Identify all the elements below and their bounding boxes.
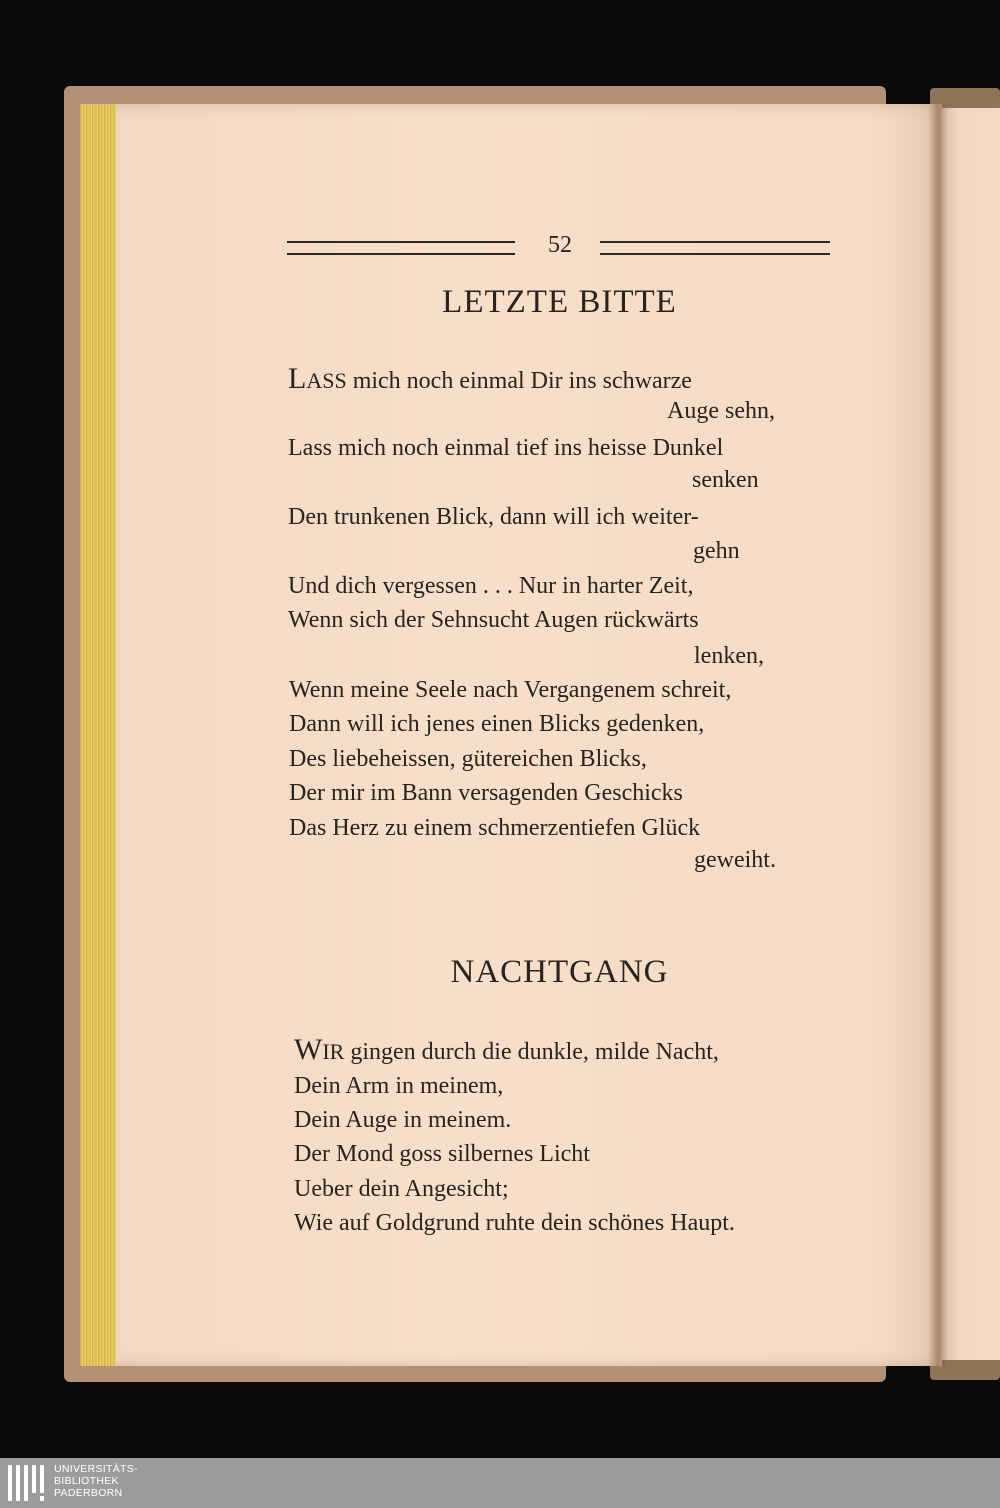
- poem-line: Dann will ich jenes einen Blicks gedenken,: [289, 711, 705, 737]
- poem-line: lenken,: [694, 643, 764, 669]
- poem-line: Dein Auge in meinem.: [294, 1107, 512, 1133]
- drop-cap: L: [288, 362, 307, 395]
- small-caps: ASS: [306, 368, 347, 393]
- poem-line: Das Herz zu einem schmerzentiefen Glück: [289, 815, 701, 841]
- poem-line: Ueber dein Angesicht;: [294, 1176, 509, 1202]
- header-rule-left: [287, 241, 515, 255]
- poem-line: senken: [692, 467, 759, 493]
- poem-line: Der mir im Bann versagenden Geschicks: [289, 780, 683, 806]
- facing-page-edge: [942, 108, 1000, 1360]
- poem-line: Auge sehn,: [667, 398, 775, 424]
- library-footer: [0, 1458, 1000, 1508]
- poem-line: Des liebeheissen, gütereichen Blicks,: [289, 746, 647, 772]
- header-rule-right: [600, 241, 830, 255]
- gutter-shadow: [928, 104, 948, 1366]
- first-line-rest: gingen durch die dunkle, milde Nacht,: [344, 1039, 719, 1065]
- poem-line: Wenn sich der Sehnsucht Augen rückwärts: [288, 607, 699, 633]
- drop-cap: W: [294, 1033, 323, 1066]
- poem-line: Der Mond goss silbernes Licht: [294, 1141, 590, 1167]
- library-name-line2: BIBLIOTHEK: [54, 1475, 119, 1487]
- first-line-rest: mich noch einmal Dir ins schwarze: [346, 368, 692, 394]
- poem-line: [288, 362, 692, 396]
- page-edges: [80, 104, 120, 1366]
- poem-line: geweiht.: [694, 847, 776, 873]
- library-name-line3: PADERBORN: [54, 1487, 123, 1499]
- poem-line: Wenn meine Seele nach Vergangenem schreit,: [289, 677, 732, 703]
- poem-line: gehn: [693, 538, 740, 564]
- poem-title-nachtgang: NACHTGANG: [450, 954, 669, 990]
- poem-line: Den trunkenen Blick, dann will ich weiter-: [288, 504, 699, 530]
- library-name-line1: UNIVERSITÄTS-: [54, 1463, 138, 1475]
- poem-title-letzte-bitte: LETZTE BITTE: [442, 284, 677, 320]
- poem-line: Dein Arm in meinem,: [294, 1073, 504, 1099]
- library-name: [54, 1463, 138, 1499]
- library-bars-icon: [6, 1463, 46, 1503]
- page-number: 52: [548, 232, 572, 258]
- poem-line: [294, 1033, 719, 1067]
- poem-line: Und dich vergessen . . . Nur in harter Zeit,: [288, 573, 694, 599]
- small-caps: IR: [322, 1039, 345, 1064]
- poem-line: Lass mich noch einmal tief ins heisse Dunkel: [288, 435, 724, 461]
- poem-line: Wie auf Goldgrund ruhte dein schönes Haupt.: [294, 1210, 735, 1236]
